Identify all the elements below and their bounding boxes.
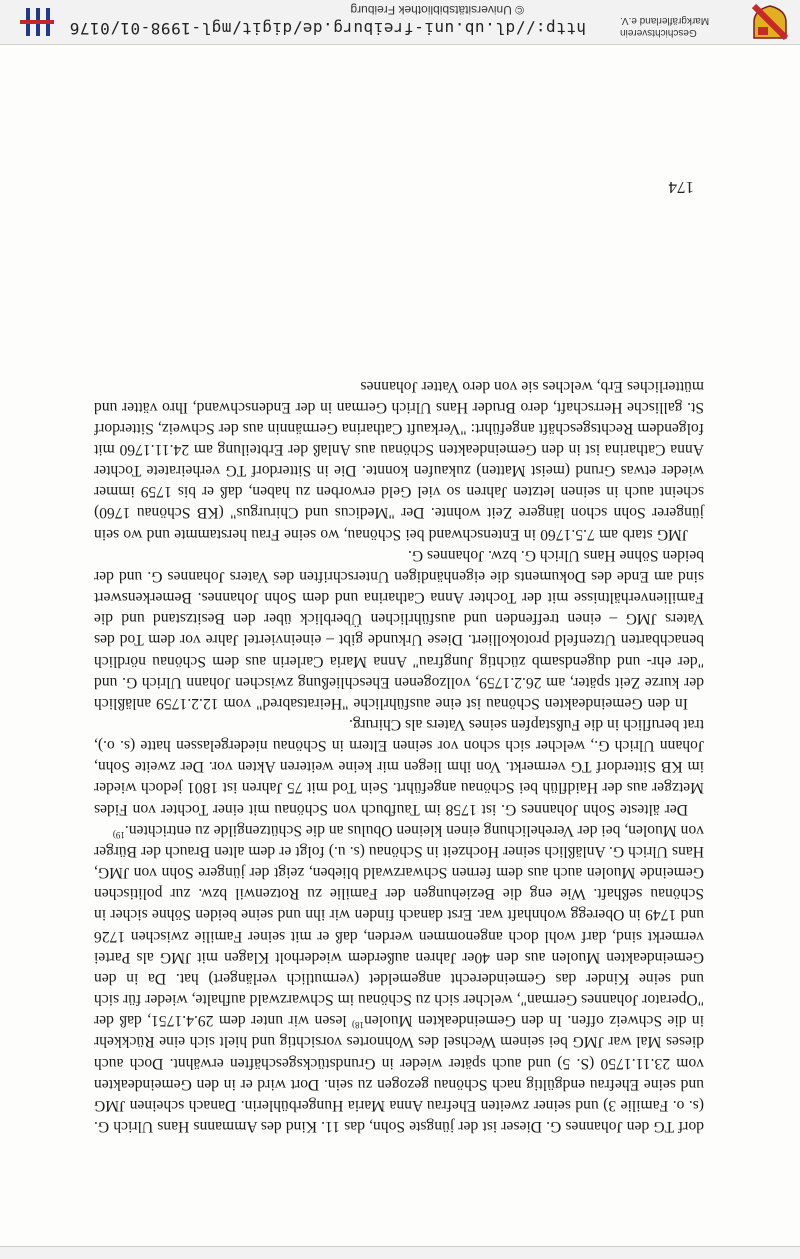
footnote-ref: 18) <box>352 1020 365 1031</box>
paragraph: JMG starb am 7.5.1760 in Entenschwand bei Schönau, wo seine Frau herstammte und wo sein jüngerer Sohn schon längere Zeit wohnte. Der "Medicus und Chirurgus" (KB Schönau 1760) scheint auch in seinen letzten Jahren so viel Geld erworben zu haben, daß er bis 1759 immer wieder etwas Grund (meist Matten) zukaufen konnte. Die in Sitterdorf TG verheiratete Tochter Anna Catharina ist in den Gemeindeakten Schönau aus Anlaß der Erbteilung am 24.11.1760 mit folgendem Rechtsgeschäft angeführt: "Verkauft Catharina Germännin aus der Schweiz, Sitterdorf St. gallische Herrschaft, dero Bruder Hans Ulrich German in der Endenschwand, Ihro vätter und mütterliches Erb, welches sie von dero Vatter Johannes <box>94 377 704 543</box>
paragraph: Der älteste Sohn Johannes G. ist 1758 im Taufbuch von Schönau mit einer Tochter von Fides Metzger aus der Haidflüh bei Schönau angeführt. Sein Tod mit 75 Jahren ist 1801 jedoch wieder im KB Sitterdorf TG vermerkt. Von ihm liegen mir keine weiteren Akten vor. Der zweite Sohn, Johann Ulrich G., welcher sich schon vor seinen Eltern in Schönau niedergelassen hatte (s. o.), trat beruflich in die Fußstapfen seines Vaters als Chirurg. <box>94 716 704 818</box>
society-name: Geschichtsverein Markgräflerland e.V. <box>620 15 710 38</box>
paragraph: In den Gemeindeakten Schönau ist eine ausführliche "Heiratsabred" vom 12.2.1759 anläßlich der kurze Zeit später, am 26.2.1759, vollzogenen Eheschließung zwischen Johann Ulrich G. und "der ehr- und dugendsamb züchtig Jungfrau" Anna Maria Carlerin aus dem Schönau nördlich benachbarten Utzenfeld protokolliert. Diese Urkunde gibt – eineinviertel Jahre vor dem Tod des Vaters JMG – einen treffenden und ausführlichen Überblick über den Besitzstand und die Familienverhältnisse mit der Tochter Anna Catharina und dem Sohn Johannes. Bemerkenswert sind am Ende des Dokuments die eigenhändigen Unterschriften des Vaters Johannes G. und der beiden Söhne Hans Ulrich G. bzw. Johannes G. <box>94 546 704 712</box>
heraldic-crest-icon <box>750 4 790 40</box>
header-bar <box>0 1246 800 1259</box>
university-logo-icon <box>14 4 58 40</box>
paragraph: dorf TG den Johannes G. Dieser ist der jüngste Sohn, das 11. Kind des Ammanns Hans Ulrich G. (s. o. Familie 3) und seiner zweiten Ehefrau Anna Maria Hungerbühlerin. Danach scheinen JMG und seine Ehefrau endgültig nach Schönau gezogen zu sein. Dort wird er in den Gemeindeakten vom 23.11.1750 (S. 5) und auch später wieder in Grundstücksgeschäften erwähnt. Doch auch dieses Mal war JMG bei seinem Wechsel des Wohnortes vorsichtig und hielt sich eine Rückkehr in die Schweiz offen. In den Gemeindeakten Muolen$^{18)}$ lesen wir unter dem 29.4.1751, daß der "Operator Johannes German", welcher sich zu Schönau im Schwarzwald aufhalte, wieder für sich und seine Kinder das Gemeinderecht angemeldet (vermutlich verlängert) hat. Da in den Gemeindeakten Muolen aus den 40er Jahren außerdem wiederholt Klagen mit JMG als Partei vermerkt sind, darf wohl doch angenommen werden, daß er mit seiner Familie zwischen 1726 und 1749 in Oberegg wohnhaft war. Erst danach finden wir ihn und seine beiden Söhne sicher in Schönau seßhaft. Wie eng die Beziehungen der Familie zu Rotzenwil bzw. zur politischen Gemeinde Muolen auch aus dem fernen Schwarzwald blieben, zeigt der jüngere Sohn von JMG, Hans Ulrich G. Anläßlich seiner Hochzeit in Schönau (s. u.) folgt er dem alten Brauch der Bürger von Muolen, bei der Verehelichung einen kleinen Obulus an die Schützengilde zu entrichten.$^{19)}$ <box>94 821 704 1135</box>
page-number: 174 <box>668 178 694 197</box>
footnote-ref: 19) <box>112 830 125 840</box>
document-url-link[interactable]: http://dl.ub.uni-freiburg.de/digit/mgl-1998-01/0176 <box>69 19 586 38</box>
copyright-notice: © Universitätsbibliothek Freiburg <box>350 3 524 17</box>
body-text <box>94 375 704 1137</box>
footer-bar <box>0 0 800 45</box>
